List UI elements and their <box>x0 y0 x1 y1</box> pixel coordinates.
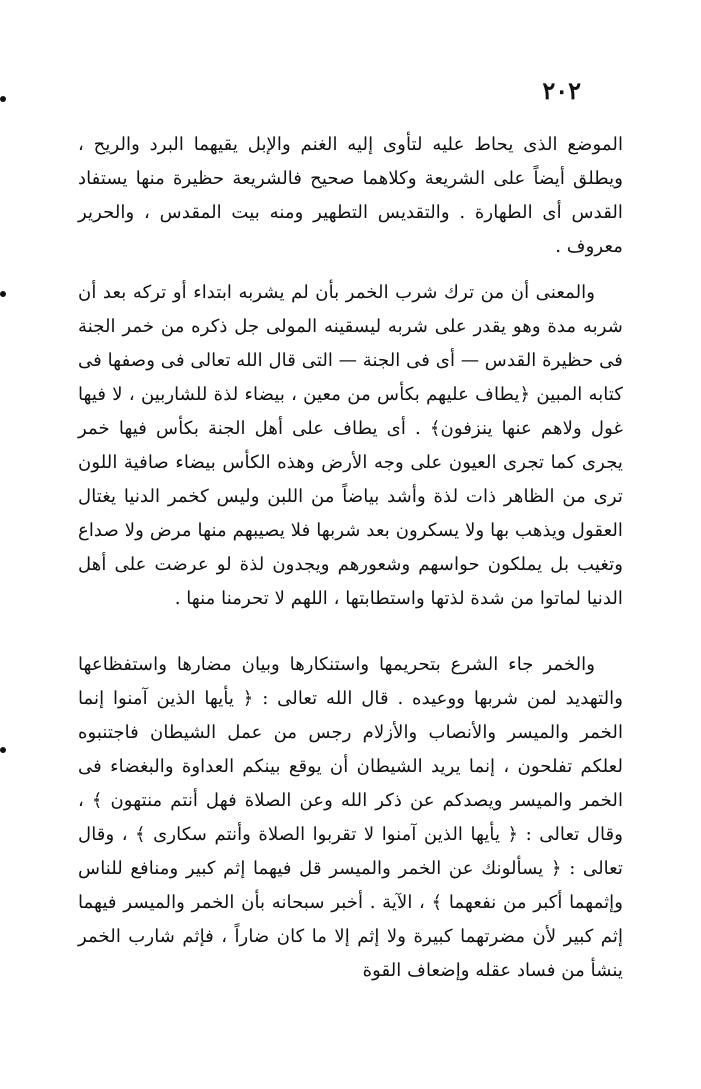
paragraph-text: والمعنى أن من ترك شرب الخمر بأن لم يشربه ابتداء أو تركه بعد أن شربه مدة وهو يقدر على شربه ليسقينه المولى جل ذكره من خمر الجنة فى حظيرة القدس — أى فى الجنة — التى قال الله تعالى فى وصفها فى كتابه المبين ﴿يطاف عليهم بكأس من معين ، بيضاء لذة للشاربين ، لا فيها غول ولاهم عنها ينزفون﴾ . أى يطاف على أهل الجنة بكأس فيها خمر يجرى كما تجرى العيون على وجه الأرض وهذه الكأس بيضاء صافية اللون ترى من الظاهر ذات لذة وأشد بياضاً من اللبن وليس كخمر الدنيا يغتال العقول ويذهب بها ولا يسكرون بعد شربها فلا يصيبهم منها مرض ولا صداع وتغيب بل يملكون حواسهم وشعورهم ويجدون لذة لو عرضت على أهل الدنيا لماتوا من شدة لذتها واستطابتها ، اللهم لا تحرمنا منها . <box>78 282 623 609</box>
paragraph-2 <box>78 276 623 616</box>
paragraph-text: الموضع الذى يحاط عليه لتأوى إليه الغنم والإبل يقيهما البرد والريح ، ويطلق أيضاً على الشريعة وكلاهما صحيح فالشريعة حظيرة منها يستفاد القدس أى الطهارة . والتقديس التطهير ومنه بيت المقدس ، والحرير معروف . <box>78 134 623 257</box>
page-number: ٢٠٢ <box>542 76 581 105</box>
margin-mark <box>0 291 6 297</box>
paragraph-3 <box>78 648 623 988</box>
paragraph-text: والخمر جاء الشرع بتحريمها واستنكارها وبيان مضارها واستفظاعها والتهديد لمن شربها ووعيده . قال الله تعالى : ﴿ يأيها الذين آمنوا إنما الخمر والميسر والأنصاب والأزلام رجس من عمل الشيطان فاجتنبوه لعلكم تفلحون ، إنما يريد الشيطان أن يوقع بينكم العداوة والبغضاء فى الخمر والميسر ويصدكم عن ذكر الله وعن الصلاة فهل أنتم منتهون ﴾ ، وقال تعالى : ﴿ يأيها الذين آمنوا لا تقربوا الصلاة وأنتم سكارى ﴾ ، وقال تعالى : ﴿ يسألونك عن الخمر والميسر قل فيهما إثم كبير ومنافع للناس وإثمهما أكبر من نفعهما ﴾ ، الآية . أخبر سبحانه بأن الخمر والميسر فيهما إثم كبير لأن مضرتهما كبيرة ولا إثم إلا ما كان ضاراً ، فإثم شارب الخمر ينشأ من فساد عقله وإضعاف القوة <box>78 654 623 981</box>
paragraph-1 <box>78 128 623 264</box>
margin-mark <box>0 96 6 102</box>
margin-mark <box>0 747 6 753</box>
